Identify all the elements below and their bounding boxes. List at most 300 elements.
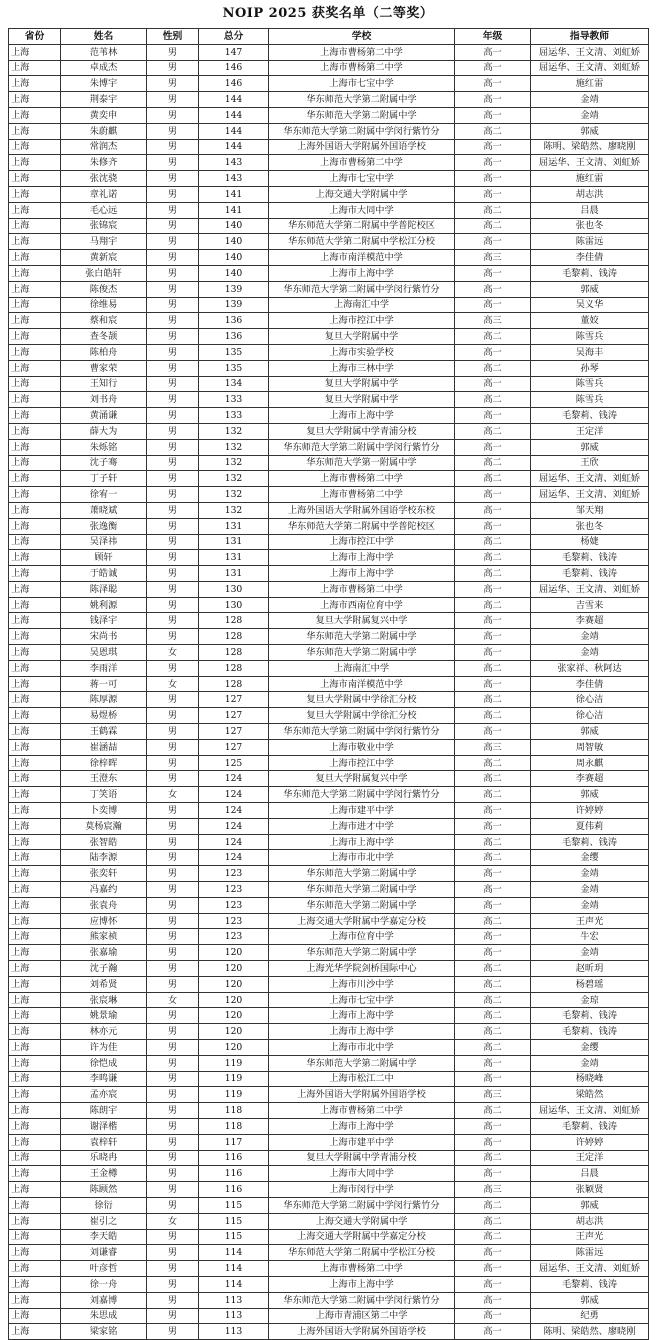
table-row (9, 660, 649, 676)
teacher-cell: 屈运华、王文清、刘虹娇 (531, 471, 649, 487)
teacher-cell: 周永麒 (531, 755, 649, 771)
grade-cell: 高一 (455, 344, 531, 360)
gender-cell: 女 (147, 787, 199, 803)
teacher-cell: 屈运华、王文清、刘虹娇 (531, 44, 649, 60)
teacher-cell: 屈运华、王文清、刘虹娇 (531, 60, 649, 76)
grade-cell: 高二 (455, 360, 531, 376)
grade-cell: 高一 (455, 1166, 531, 1182)
school-cell: 上海市位育中学 (269, 929, 455, 945)
grade-cell: 高二 (455, 755, 531, 771)
school-cell: 复旦大学附属中学 (269, 329, 455, 345)
score-cell: 144 (199, 123, 269, 139)
grade-cell: 高一 (455, 139, 531, 155)
table-row (9, 1118, 649, 1134)
gender-cell: 男 (147, 945, 199, 961)
name-cell: 姚景瑜 (61, 1008, 147, 1024)
score-cell: 131 (199, 550, 269, 566)
teacher-cell: 李佳倩 (531, 250, 649, 266)
province-cell: 上海 (9, 739, 61, 755)
score-cell: 146 (199, 76, 269, 92)
gender-cell: 男 (147, 392, 199, 408)
school-cell: 华东师范大学第二附属中学 (269, 629, 455, 645)
name-cell: 曹家荣 (61, 360, 147, 376)
teacher-cell: 郭威 (531, 1197, 649, 1213)
school-cell: 上海市曹杨第二中学 (269, 581, 455, 597)
score-cell: 124 (199, 771, 269, 787)
table-row (9, 866, 649, 882)
score-cell: 140 (199, 250, 269, 266)
table-row (9, 155, 649, 171)
teacher-cell: 吴义华 (531, 297, 649, 313)
table-row (9, 171, 649, 187)
grade-cell: 高二 (455, 1040, 531, 1056)
province-cell: 上海 (9, 1229, 61, 1245)
score-cell: 131 (199, 518, 269, 534)
name-cell: 吴恩琪 (61, 645, 147, 661)
table-row (9, 487, 649, 503)
school-cell: 上海市实验学校 (269, 344, 455, 360)
gender-cell: 男 (147, 234, 199, 250)
teacher-cell: 董姣 (531, 313, 649, 329)
province-cell: 上海 (9, 1071, 61, 1087)
score-cell: 128 (199, 660, 269, 676)
score-cell: 136 (199, 313, 269, 329)
school-cell: 上海交通大学附属中学嘉定分校 (269, 1229, 455, 1245)
school-cell: 复旦大学附属复兴中学 (269, 613, 455, 629)
name-cell: 陈俊杰 (61, 281, 147, 297)
grade-cell: 高二 (455, 692, 531, 708)
name-cell: 朱思成 (61, 1308, 147, 1324)
name-cell: 丁笑语 (61, 787, 147, 803)
score-cell: 113 (199, 1308, 269, 1324)
score-cell: 135 (199, 360, 269, 376)
teacher-cell: 金缨 (531, 1040, 649, 1056)
province-cell: 上海 (9, 1087, 61, 1103)
school-cell: 华东师范大学第二附属中学松江分校 (269, 234, 455, 250)
name-cell: 朱烁铭 (61, 439, 147, 455)
grade-cell: 高二 (455, 976, 531, 992)
table-row (9, 139, 649, 155)
grade-cell: 高一 (455, 581, 531, 597)
gender-cell: 男 (147, 487, 199, 503)
school-cell: 上海外国语大学附属外国语学校东校 (269, 502, 455, 518)
gender-cell: 男 (147, 1118, 199, 1134)
name-cell: 刘谦睿 (61, 1245, 147, 1261)
province-cell: 上海 (9, 1008, 61, 1024)
table-row (9, 992, 649, 1008)
school-cell: 上海市建平中学 (269, 1134, 455, 1150)
province-cell: 上海 (9, 1197, 61, 1213)
score-cell: 114 (199, 1276, 269, 1292)
score-cell: 147 (199, 44, 269, 60)
province-cell: 上海 (9, 755, 61, 771)
table-row (9, 408, 649, 424)
score-cell: 115 (199, 1213, 269, 1229)
grade-cell: 高二 (455, 471, 531, 487)
gender-cell: 男 (147, 1103, 199, 1119)
grade-cell: 高一 (455, 645, 531, 661)
name-cell: 丁子轩 (61, 471, 147, 487)
school-cell: 上海市上海中学 (269, 1118, 455, 1134)
gender-cell: 男 (147, 518, 199, 534)
score-cell: 141 (199, 202, 269, 218)
school-cell: 上海市三林中学 (269, 360, 455, 376)
grade-cell: 高一 (455, 866, 531, 882)
gender-cell: 男 (147, 866, 199, 882)
school-cell: 华东师范大学第二附属中学普陀校区 (269, 218, 455, 234)
school-cell: 上海市曹杨第二中学 (269, 155, 455, 171)
teacher-cell: 杨晓峰 (531, 1071, 649, 1087)
name-cell: 徐衍 (61, 1197, 147, 1213)
score-cell: 130 (199, 581, 269, 597)
name-cell: 徐维易 (61, 297, 147, 313)
grade-cell: 高一 (455, 882, 531, 898)
province-cell: 上海 (9, 1024, 61, 1040)
teacher-cell: 张也冬 (531, 518, 649, 534)
gender-cell: 男 (147, 123, 199, 139)
gender-cell: 男 (147, 1166, 199, 1182)
teacher-cell: 屈运华、王文清、刘虹娇 (531, 1261, 649, 1277)
table-row (9, 771, 649, 787)
teacher-cell: 孙琴 (531, 360, 649, 376)
school-cell: 上海交通大学附属中学 (269, 1213, 455, 1229)
school-cell: 复旦大学附属中学青浦分校 (269, 423, 455, 439)
table-row (9, 1324, 649, 1340)
score-cell: 144 (199, 92, 269, 108)
score-cell: 144 (199, 139, 269, 155)
table-row (9, 186, 649, 202)
gender-cell: 男 (147, 566, 199, 582)
teacher-cell: 郭威 (531, 787, 649, 803)
school-cell: 上海市七宝中学 (269, 992, 455, 1008)
teacher-cell: 杨碧瑶 (531, 976, 649, 992)
grade-cell: 高一 (455, 234, 531, 250)
table-row (9, 392, 649, 408)
teacher-cell: 徐心洁 (531, 692, 649, 708)
teacher-cell: 张也冬 (531, 218, 649, 234)
score-cell: 132 (199, 471, 269, 487)
province-cell: 上海 (9, 992, 61, 1008)
grade-cell: 高三 (455, 1087, 531, 1103)
score-cell: 132 (199, 423, 269, 439)
teacher-cell: 张家祥、秋阿达 (531, 660, 649, 676)
school-cell: 上海市松江二中 (269, 1071, 455, 1087)
table-row (9, 1024, 649, 1040)
grade-cell: 高二 (455, 1008, 531, 1024)
gender-cell: 男 (147, 724, 199, 740)
name-cell: 陈朗宇 (61, 1103, 147, 1119)
school-cell: 上海市曹杨第二中学 (269, 1103, 455, 1119)
teacher-cell: 毛黎莉、钱涛 (531, 1276, 649, 1292)
grade-cell: 高二 (455, 202, 531, 218)
grade-cell: 高一 (455, 297, 531, 313)
gender-cell: 男 (147, 1040, 199, 1056)
score-cell: 120 (199, 976, 269, 992)
gender-cell: 男 (147, 976, 199, 992)
name-cell: 萧晓斌 (61, 502, 147, 518)
school-cell: 上海市市北中学 (269, 1040, 455, 1056)
table-row (9, 1055, 649, 1071)
grade-cell: 高一 (455, 613, 531, 629)
school-cell: 复旦大学附属中学青浦分校 (269, 1150, 455, 1166)
score-cell: 130 (199, 597, 269, 613)
gender-cell: 女 (147, 676, 199, 692)
school-cell: 上海市上海中学 (269, 1276, 455, 1292)
name-cell: 陆李源 (61, 850, 147, 866)
table-row (9, 1087, 649, 1103)
name-cell: 乐晓冉 (61, 1150, 147, 1166)
grade-cell: 高二 (455, 660, 531, 676)
province-cell: 上海 (9, 1245, 61, 1261)
teacher-cell: 金靖 (531, 107, 649, 123)
gender-cell: 男 (147, 692, 199, 708)
grade-cell: 高二 (455, 218, 531, 234)
score-cell: 118 (199, 1118, 269, 1134)
table-row (9, 218, 649, 234)
province-cell: 上海 (9, 408, 61, 424)
gender-cell: 男 (147, 1292, 199, 1308)
gender-cell: 男 (147, 629, 199, 645)
gender-cell: 男 (147, 961, 199, 977)
score-cell: 124 (199, 787, 269, 803)
name-cell: 陈柏舟 (61, 344, 147, 360)
name-cell: 姚利源 (61, 597, 147, 613)
grade-cell: 高一 (455, 502, 531, 518)
province-cell: 上海 (9, 123, 61, 139)
school-cell: 华东师范大学第二附属中学 (269, 107, 455, 123)
score-cell: 113 (199, 1292, 269, 1308)
name-cell: 林亦元 (61, 1024, 147, 1040)
teacher-cell: 毛黎莉、钱涛 (531, 265, 649, 281)
name-cell: 顾轩 (61, 550, 147, 566)
province-cell: 上海 (9, 171, 61, 187)
name-cell: 常润杰 (61, 139, 147, 155)
name-cell: 王鹤霖 (61, 724, 147, 740)
gender-cell: 男 (147, 202, 199, 218)
score-cell: 127 (199, 708, 269, 724)
score-cell: 128 (199, 613, 269, 629)
grade-cell: 高一 (455, 408, 531, 424)
name-cell: 张奕轩 (61, 866, 147, 882)
school-cell: 复旦大学附属中学徐汇分校 (269, 708, 455, 724)
province-cell: 上海 (9, 186, 61, 202)
teacher-cell: 杨婕 (531, 534, 649, 550)
school-cell: 华东师范大学第二附属中学普陀校区 (269, 518, 455, 534)
province-cell: 上海 (9, 1118, 61, 1134)
province-cell: 上海 (9, 787, 61, 803)
province-cell: 上海 (9, 202, 61, 218)
score-cell: 133 (199, 408, 269, 424)
grade-cell: 高一 (455, 518, 531, 534)
province-cell: 上海 (9, 1040, 61, 1056)
grade-cell: 高一 (455, 945, 531, 961)
grade-cell: 高一 (455, 60, 531, 76)
table-row (9, 471, 649, 487)
province-cell: 上海 (9, 44, 61, 60)
header-grade: 年级 (455, 29, 531, 45)
province-cell: 上海 (9, 1292, 61, 1308)
school-cell: 上海市上海中学 (269, 566, 455, 582)
school-cell: 上海市上海中学 (269, 408, 455, 424)
province-cell: 上海 (9, 1166, 61, 1182)
grade-cell: 高二 (455, 961, 531, 977)
grade-cell: 高三 (455, 250, 531, 266)
province-cell: 上海 (9, 234, 61, 250)
province-cell: 上海 (9, 297, 61, 313)
teacher-cell: 周智敏 (531, 739, 649, 755)
table-row (9, 44, 649, 60)
province-cell: 上海 (9, 518, 61, 534)
name-cell: 黄新宸 (61, 250, 147, 266)
table-row (9, 455, 649, 471)
teacher-cell: 金琼 (531, 992, 649, 1008)
name-cell: 张智皓 (61, 834, 147, 850)
teacher-cell: 王声光 (531, 1229, 649, 1245)
school-cell: 复旦大学附属中学 (269, 376, 455, 392)
score-cell: 119 (199, 1071, 269, 1087)
table-row (9, 581, 649, 597)
teacher-cell: 张颖贤 (531, 1182, 649, 1198)
province-cell: 上海 (9, 534, 61, 550)
table-row (9, 60, 649, 76)
grade-cell: 高二 (455, 1229, 531, 1245)
grade-cell: 高二 (455, 123, 531, 139)
grade-cell: 高一 (455, 1276, 531, 1292)
teacher-cell: 夏伟莉 (531, 818, 649, 834)
name-cell: 刘希贤 (61, 976, 147, 992)
province-cell: 上海 (9, 439, 61, 455)
table-row (9, 597, 649, 613)
table-row (9, 123, 649, 139)
grade-cell: 高一 (455, 439, 531, 455)
score-cell: 146 (199, 60, 269, 76)
teacher-cell: 郭威 (531, 724, 649, 740)
school-cell: 上海外国语大学附属外国语学校 (269, 1087, 455, 1103)
teacher-cell: 吕晨 (531, 202, 649, 218)
score-cell: 125 (199, 755, 269, 771)
gender-cell: 男 (147, 76, 199, 92)
score-cell: 128 (199, 629, 269, 645)
table-row (9, 1261, 649, 1277)
teacher-cell: 金缨 (531, 850, 649, 866)
province-cell: 上海 (9, 60, 61, 76)
gender-cell: 男 (147, 265, 199, 281)
province-cell: 上海 (9, 139, 61, 155)
score-cell: 139 (199, 297, 269, 313)
score-cell: 127 (199, 692, 269, 708)
name-cell: 蔡和宸 (61, 313, 147, 329)
school-cell: 上海市南洋模范中学 (269, 676, 455, 692)
gender-cell: 男 (147, 360, 199, 376)
school-cell: 华东师范大学第二附属中学 (269, 897, 455, 913)
school-cell: 华东师范大学第二附属中学闵行紫竹分 (269, 123, 455, 139)
grade-cell: 高二 (455, 1024, 531, 1040)
name-cell: 张宸琳 (61, 992, 147, 1008)
teacher-cell: 陈雷远 (531, 1245, 649, 1261)
score-cell: 113 (199, 1324, 269, 1340)
grade-cell: 高一 (455, 1134, 531, 1150)
grade-cell: 高一 (455, 1308, 531, 1324)
school-cell: 上海市市北中学 (269, 850, 455, 866)
gender-cell: 女 (147, 992, 199, 1008)
province-cell: 上海 (9, 76, 61, 92)
header-school: 学校 (269, 29, 455, 45)
score-cell: 140 (199, 218, 269, 234)
province-cell: 上海 (9, 803, 61, 819)
province-cell: 上海 (9, 487, 61, 503)
gender-cell: 男 (147, 581, 199, 597)
table-row (9, 313, 649, 329)
teacher-cell: 李赛超 (531, 613, 649, 629)
score-cell: 123 (199, 929, 269, 945)
score-cell: 132 (199, 455, 269, 471)
score-cell: 124 (199, 818, 269, 834)
score-cell: 140 (199, 265, 269, 281)
header-name: 姓名 (61, 29, 147, 45)
grade-cell: 高二 (455, 771, 531, 787)
gender-cell: 男 (147, 708, 199, 724)
school-cell: 上海市曹杨第二中学 (269, 60, 455, 76)
name-cell: 梁家铭 (61, 1324, 147, 1340)
province-cell: 上海 (9, 92, 61, 108)
score-cell: 132 (199, 487, 269, 503)
school-cell: 上海外国语大学附属外国语学校 (269, 1324, 455, 1340)
grade-cell: 高一 (455, 1292, 531, 1308)
gender-cell: 男 (147, 739, 199, 755)
province-cell: 上海 (9, 692, 61, 708)
table-row (9, 676, 649, 692)
province-cell: 上海 (9, 708, 61, 724)
school-cell: 上海市七宝中学 (269, 76, 455, 92)
teacher-cell: 王欣 (531, 455, 649, 471)
teacher-cell: 陈明、梁皓然、廖晓刚 (531, 1324, 649, 1340)
school-cell: 华东师范大学第二附属中学 (269, 92, 455, 108)
province-cell: 上海 (9, 1324, 61, 1340)
name-cell: 张白皓轩 (61, 265, 147, 281)
grade-cell: 高二 (455, 550, 531, 566)
grade-cell: 高二 (455, 992, 531, 1008)
school-cell: 上海市大同中学 (269, 202, 455, 218)
school-cell: 华东师范大学第二附属中学 (269, 1055, 455, 1071)
table-row (9, 803, 649, 819)
teacher-cell: 毛黎莉、钱涛 (531, 1024, 649, 1040)
table-row (9, 502, 649, 518)
gender-cell: 男 (147, 818, 199, 834)
school-cell: 上海交通大学附属中学嘉定分校 (269, 913, 455, 929)
grade-cell: 高一 (455, 1261, 531, 1277)
score-cell: 114 (199, 1245, 269, 1261)
province-cell: 上海 (9, 945, 61, 961)
name-cell: 刘嘉博 (61, 1292, 147, 1308)
province-cell: 上海 (9, 850, 61, 866)
teacher-cell: 郭威 (531, 123, 649, 139)
province-cell: 上海 (9, 281, 61, 297)
school-cell: 上海市曹杨第二中学 (269, 487, 455, 503)
score-cell: 123 (199, 866, 269, 882)
teacher-cell: 金靖 (531, 897, 649, 913)
gender-cell: 男 (147, 850, 199, 866)
table-row (9, 1308, 649, 1324)
table-row (9, 423, 649, 439)
name-cell: 卜奕博 (61, 803, 147, 819)
gender-cell: 男 (147, 550, 199, 566)
teacher-cell: 李佳倩 (531, 676, 649, 692)
name-cell: 孟亦宸 (61, 1087, 147, 1103)
score-cell: 116 (199, 1182, 269, 1198)
school-cell: 上海市上海中学 (269, 1008, 455, 1024)
school-cell: 华东师范大学第二附属中学闵行紫竹分 (269, 439, 455, 455)
grade-cell: 高二 (455, 1103, 531, 1119)
